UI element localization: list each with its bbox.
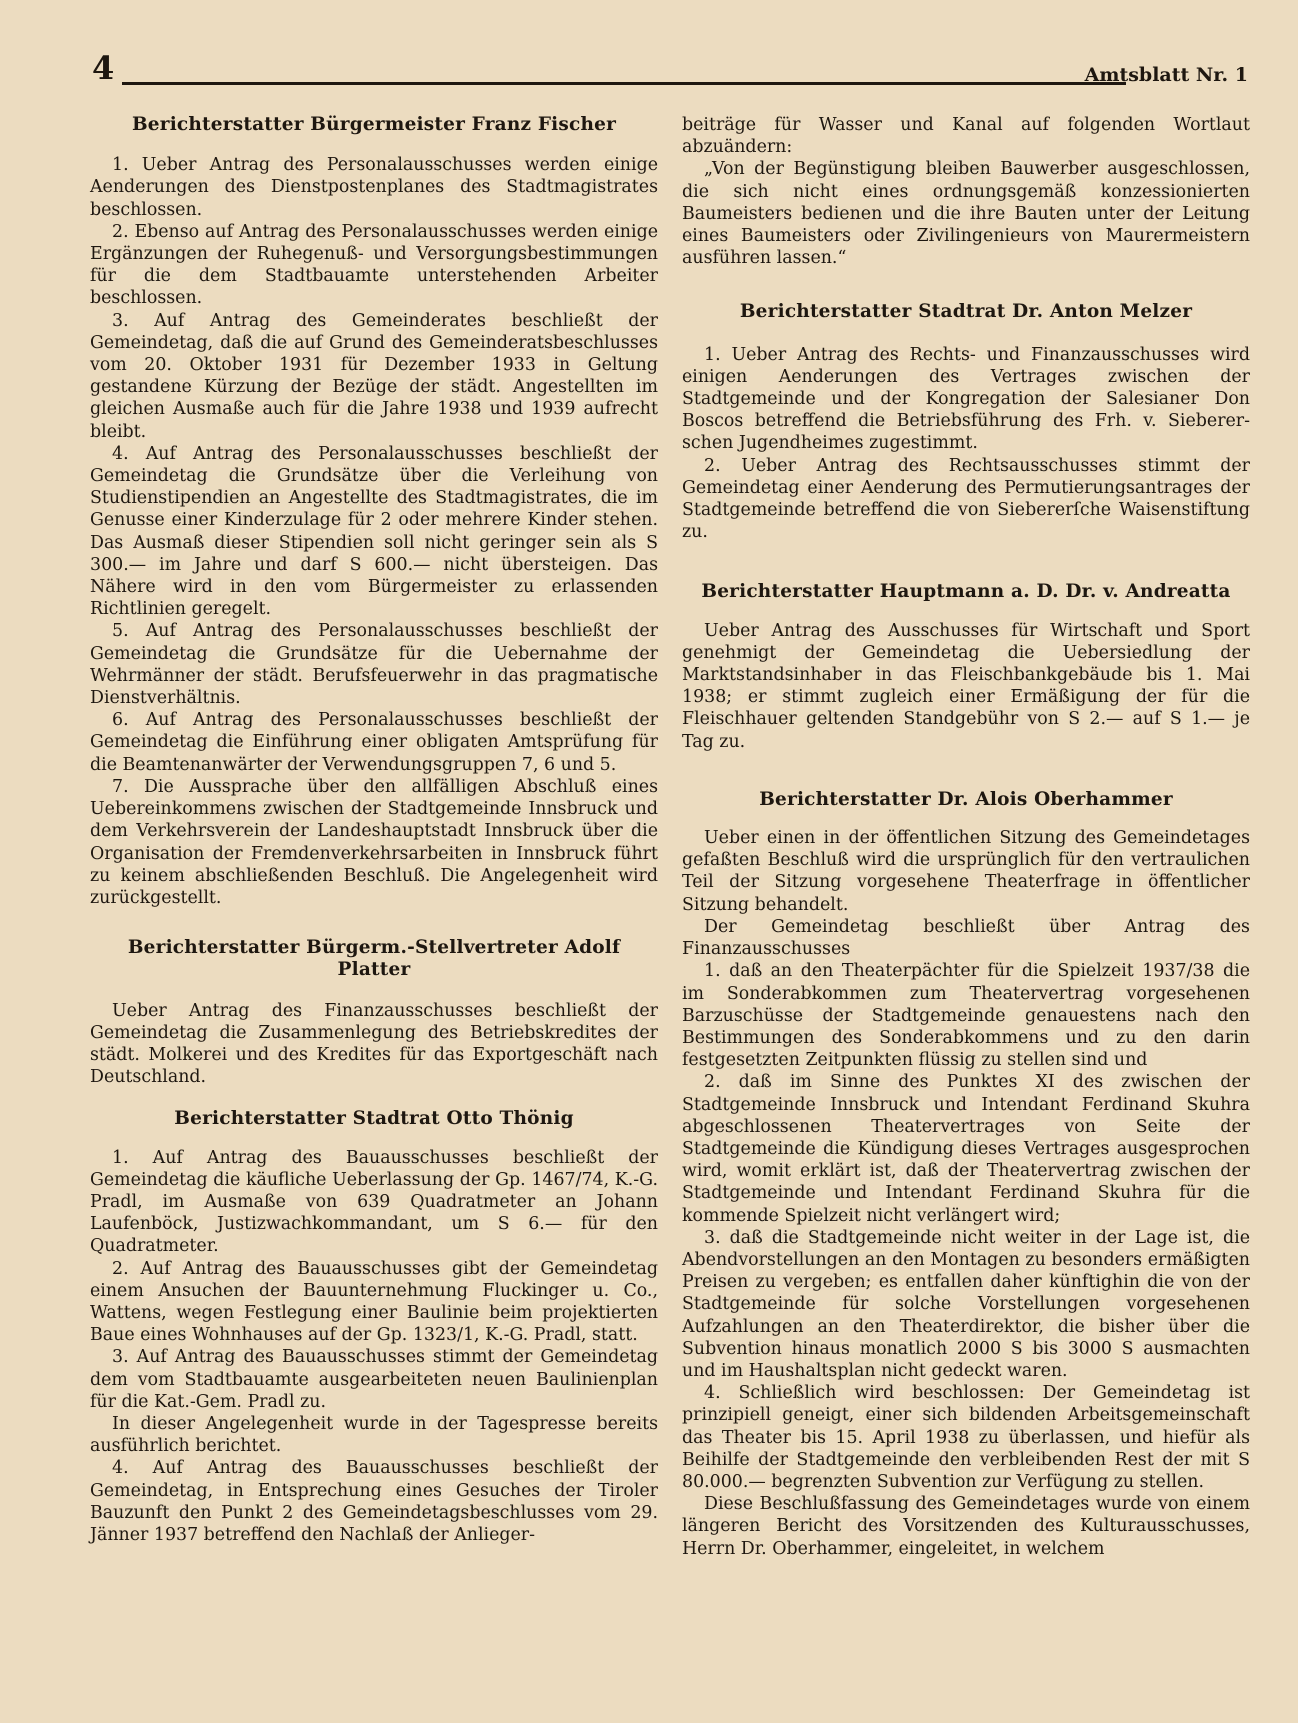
paragraph: 2. Ebenso auf Antrag des Personalausschusses werden einige Ergänzungen der Ruhegenuß- und Versorgungsbestimmungen für die dem Stadtbauamte unterstehenden Arbeiter beschlossen. (90, 221, 658, 309)
paragraph: 4. Schließlich wird beschlossen: Der Gemeindetag ist prinzipiell geneigt, einer sich bildenden Arbeitsgemeinschaft das Theater bis 15. April 1938 zu überlassen, und hiefür als Beihilfe der Stadtgemeinde den verbleibenden Rest der mit S 80.000.— begrenzten Subvention zur Verfügung zu stellen. (682, 1383, 1250, 1492)
paragraph: 4. Auf Antrag des Bauausschusses beschließt der Gemeindetag, in Entsprechung eines Gesuches der Tiroler Bauzunft den Punkt 2 des Gemeindetagsbeschlusses vom 29. Jänner 1937 betreffend den Nachlaß der Anlieger- (90, 1458, 658, 1545)
section-heading-melzer: Berichterstatter Stadtrat Dr. Anton Melzer (739, 301, 1193, 323)
paragraph: 1. daß an den Theaterpächter für die Spielzeit 1937/38 die im Sonderabkommen zum Theatervertrag vorgesehenen Barzuschüsse der Stadtgemeinde genauestens nach den Bestimmungen des Sonderabkommens und zu den darin festgesetzten Zeitpunkten flüssig zu stellen sind und (682, 961, 1250, 1071)
paragraph: Ueber Antrag des Finanzausschusses beschließt der Gemeindetag die Zusammenlegung des Betriebskredites der städt. Molkerei und des Kredites für das Exportgeschäft nach Deutschland. (90, 1000, 658, 1088)
paragraph: 1. Ueber Antrag des Rechts- und Finanzausschusses wird einigen Aenderungen des Vertrages zwischen der Stadtgemeinde und der Kongregation der Salesianer Don Boscos betreffend die Betriebsführung des Frh. v. Siebererschen Jugendheimes zugestimmt. (682, 344, 1250, 454)
paragraph: 1. Auf Antrag des Bauausschusses beschließt der Gemeindetag die käufliche Ueberlassung der Gp. 1467/74, K.-G. Pradl, im Ausmaße von 639 Quadratmeter an Johann Laufenböck, Justizwachkommandant, um S 6.— für den Quadratmeter. (90, 1147, 658, 1257)
right-column (682, 114, 1250, 1560)
header-rule (122, 82, 1126, 85)
section-heading-oberhammer: Berichterstatter Dr. Alois Oberhammer (759, 788, 1173, 810)
paragraph: 2. daß im Sinne des Punktes XI des zwischen der Stadtgemeinde Innsbruck und Intendant Ferdinand Skuhra abgeschlossenen Theatervertrages von Seite der Stadtgemeinde die Kündigung dieses Vertrages ausgesprochen wird, womit erklärt ist, daß der Theatervertrag zwischen der Stadtgemeinde und Intendant Ferdinand Skuhra für die kommende Spielzeit nicht verlängert wird; (682, 1072, 1250, 1226)
paragraph: Der Gemeindetag beschließt über Antrag des Finanzausschusses (682, 916, 1250, 960)
paragraph: 5. Auf Antrag des Personalausschusses beschließt der Gemeindetag die Grundsätze für die Uebernahme der Wehrmänner der städt. Berufsfeuerwehr in das pragmatische Dienstverhältnis. (90, 621, 658, 709)
paragraph: 2. Auf Antrag des Bauausschusses gibt der Gemeindetag einem Ansuchen der Bauunternehmung Fluckinger u. Co., Wattens, wegen Festlegung einer Baulinie beim projektierten Baue eines Wohnhauses auf der Gp. 1323/1, K.-G. Pradl, statt. (90, 1258, 658, 1346)
left-column (90, 114, 658, 1546)
paragraph: 3. Auf Antrag des Bauausschusses stimmt der Gemeindetag dem vom Stadtbauamte ausgearbeiteten neuen Baulinienplan für die Kat.-Gem. Pradl zu. (90, 1347, 658, 1412)
paragraph: 1. Ueber Antrag des Personalausschusses werden einige Aenderungen des Dienstpostenplanes des Stadtmagistrates beschlossen. (90, 155, 658, 220)
paragraph: 7. Die Aussprache über den allfälligen Abschluß eines Uebereinkommens zwischen der Stadtgemeinde Innsbruck und dem Verkehrsverein der Landeshauptstadt Innsbruck über die Organisation der Fremdenverkehrsarbeiten in Innsbruck führt zu keinem abschließenden Beschluß. Die Angelegenheit wird zurückgestellt. (90, 776, 658, 908)
paragraph: 4. Auf Antrag des Personalausschusses beschließt der Gemeindetag die Grundsätze über die Verleihung von Studienstipendien an Angestellte des Stadtmagistrates, die im Genusse einer Kinderzulage für 2 oder mehrere Kinder stehen. Das Ausmaß dieser Stipendien soll nicht geringer sein als S 300.— im Jahre und darf S 600.— nicht übersteigen. Das Nähere wird in den vom Bürgermeister zu erlassenden Richtlinien geregelt. (90, 443, 658, 620)
section-heading-andreatta: Berichterstatter Hauptmann a. D. Dr. v. Andreatta (701, 581, 1231, 603)
section-heading-fischer: Berichterstatter Bürgermeister Franz Fischer (131, 114, 617, 135)
section-heading-thoenig: Berichterstatter Stadtrat Otto Thönig (174, 1108, 574, 1130)
paragraph-continuation: beiträge für Wasser und Kanal auf folgenden Wortlaut abzuändern: (682, 115, 1250, 158)
section-heading-platter: Berichterstatter Bürgerm.-Stellvertreter Adolf Platter (127, 937, 621, 981)
paragraph: 3. Auf Antrag des Gemeinderates beschließt der Gemeindetag, daß die auf Grund des Gemeinderatsbeschlusses vom 20. Oktober 1931 für Dezember 1933 in Geltung gestandene Kürzung der Bezüge der städt. Angestellten im gleichen Ausmaße auch für die Jahre 1938 und 1939 aufrecht bleibt. (90, 310, 658, 442)
paragraph: Ueber Antrag des Ausschusses für Wirtschaft und Sport genehmigt der Gemeindetag die Uebersiedlung der Marktstandsinhaber in das Fleischbankgebäude bis 1. Mai 1938; er stimmt zugleich einer Ermäßigung der für die Fleischhauer geltenden Standgebühr von S 2.— auf S 1.— je Tag zu. (682, 620, 1250, 752)
paragraph: In dieser Angelegenheit wurde in der Tagespresse bereits ausführlich berichtet. (90, 1413, 658, 1457)
paragraph: Ueber einen in der öffentlichen Sitzung des Gemeindetages gefaßten Beschluß wird die ursprünglich für den vertraulichen Teil der Sitzung vorgesehene Theaterfrage in öffentlicher Sitzung behandelt. (682, 828, 1250, 915)
paragraph: 3. daß die Stadtgemeinde nicht weiter in der Lage ist, die Abendvorstellungen an den Montagen zu besonders ermäßigten Preisen zu vergeben; es entfallen daher künftighin die von der Stadtgemeinde für solche Vorstellungen vorgesehenen Aufzahlungen an den Theaterdirektor, die bisher über die Subvention hinaus monatlich 2000 S bis 3000 S ausmachten und im Haushaltsplan nicht gedeckt waren. (682, 1227, 1250, 1381)
paragraph: 2. Ueber Antrag des Rechtsausschusses stimmt der Gemeindetag einer Aenderung des Permutierungsantrages der Stadtgemeinde betreffend die von Siebererſche Waisenstiftung zu. (682, 455, 1250, 543)
gazette-title: Amtsblatt Nr. 1 (1084, 64, 1248, 86)
quote-paragraph: „Von der Begünstigung bleiben Bauwerber ausgeschlossen, die sich nicht eines ordnungsgemäß konzessionierten Baumeisters bedienen und die ihre Bauten unter der Leitung eines Baumeisters oder Zivilingenieurs von Maurermeistern ausführen lassen.“ (682, 159, 1250, 269)
page-number: 4 (92, 49, 115, 87)
paragraph: Diese Beschlußfassung des Gemeindetages wurde von einem längeren Bericht des Vorsitzenden des Kulturausschusses, Herrn Dr. Oberhammer, eingeleitet, in welchem (682, 1494, 1250, 1559)
paragraph: 6. Auf Antrag des Personalausschusses beschließt der Gemeindetag die Einführung einer obligaten Amtsprüfung für die Beamtenanwärter der Verwendungsgruppen 7, 6 und 5. (90, 710, 658, 775)
